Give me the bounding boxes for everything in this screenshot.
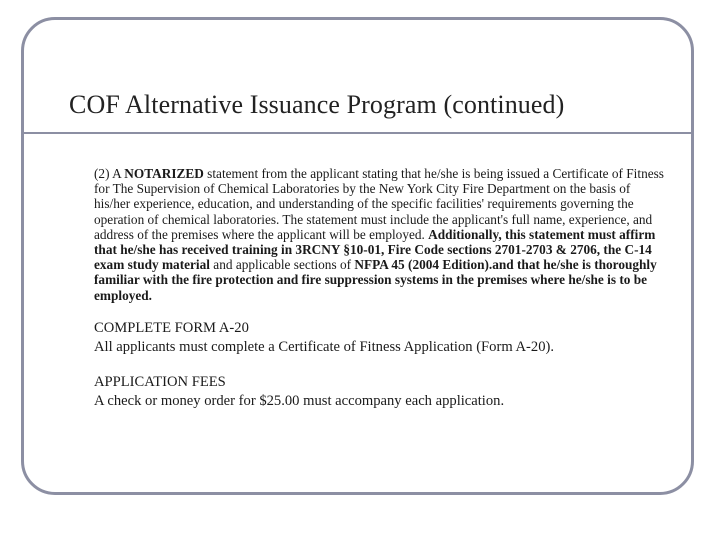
paragraph-text: statement from the applicant stating that he/she is being issued a Certificate of Fitness for The Supervision of Chemical Laboratories by the New York City Fire Department on the basis of his/her experience, education, and understanding of the specific facilities' requirements governing the operation of chemical laboratories. The statement must include the applicant's full name, experience, and address of the premises where the applicant will be employed.: [94, 166, 664, 242]
title-divider: [24, 132, 692, 134]
paragraph-text: (2) A: [94, 166, 125, 181]
form-a20-section: [94, 319, 664, 357]
slide-body: [94, 166, 664, 411]
application-fees-text: A check or money order for $25.00 must accompany each application.: [94, 392, 505, 409]
application-fees-section: [94, 373, 664, 411]
notarized-statement-paragraph: [94, 166, 664, 303]
slide-title: COF Alternative Issuance Program (continued): [69, 90, 565, 119]
application-fees-heading: APPLICATION FEES: [94, 373, 226, 390]
paragraph-text: and applicable sections of: [209, 257, 355, 273]
training-requirement-emphasis: Additionally, this statement must affirm that he/she has received training in 3RCNY §10-01, Fire Code sections 2701-2703 & 2706, the C-14 exam study material: [94, 226, 656, 273]
nfpa-requirement-emphasis: NFPA 45 (2004 Edition).and that he/she is thoroughly familiar with the fire protection and fire suppression systems in the premises where he/she is to be employed.: [94, 257, 657, 303]
notarized-emphasis: NOTARIZED: [124, 166, 204, 181]
form-a20-text: All applicants must complete a Certificate of Fitness Application (Form A-20).: [94, 338, 555, 355]
form-a20-heading: COMPLETE FORM A-20: [94, 319, 249, 336]
